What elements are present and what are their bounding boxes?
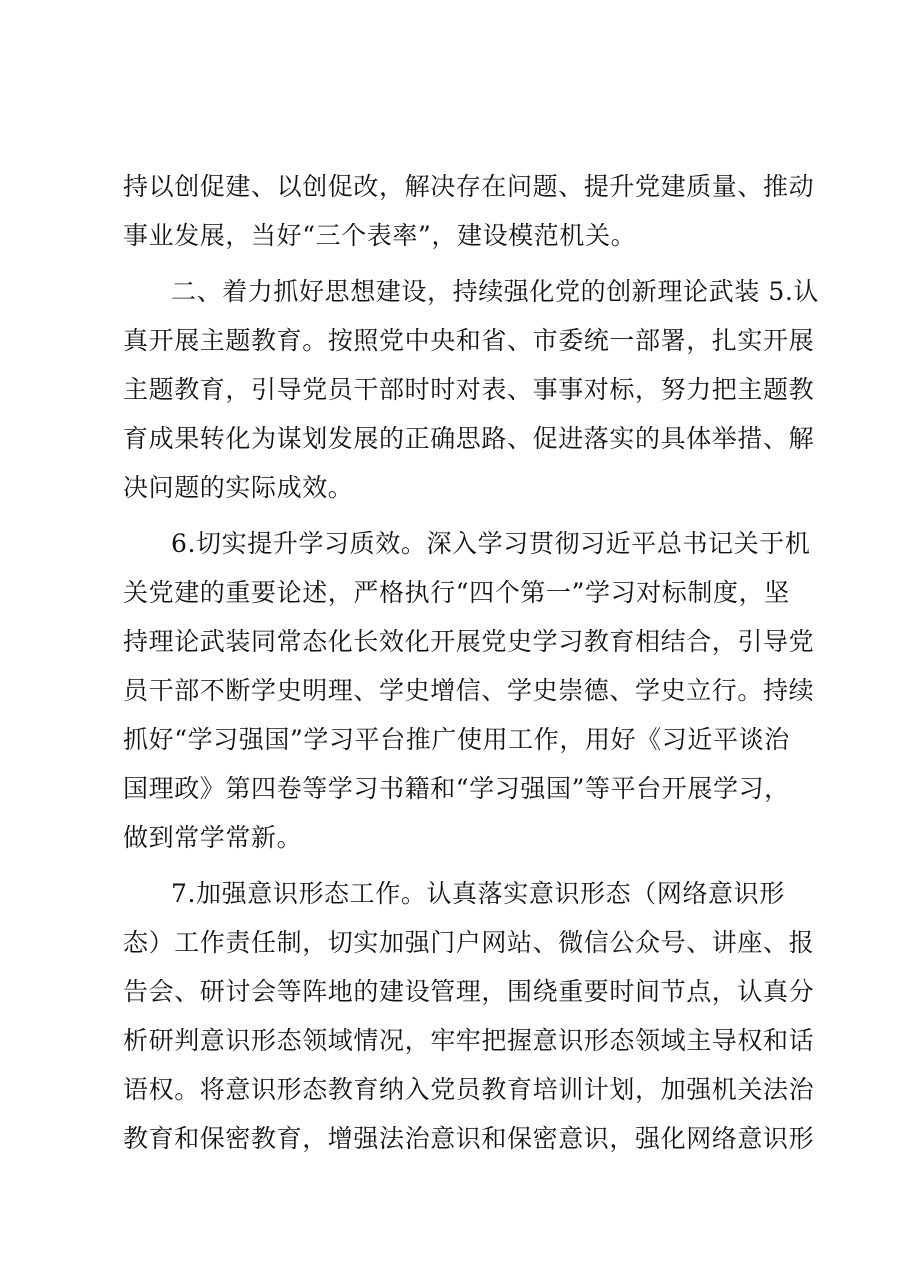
text-line: 事业发展，当好“三个表率”，建设模范机关。 (123, 221, 637, 250)
text-line: 持理论武装同常态化长效化开展党史学习教育相结合，引导党 (123, 627, 815, 656)
text-line: 析研判意识形态领域情况，牢牢把握意识形态领域主导权和话 (123, 1026, 815, 1055)
text-line: 关党建的重要论述，严格执行“四个第一”学习对标制度，坚 (123, 578, 790, 607)
text-line: 真开展主题教育。按照党中央和省、市委统一部署，扎实开展 (123, 326, 815, 355)
text-line: 决问题的实际成效。 (123, 473, 354, 502)
text-line: 做到常学常新。 (123, 823, 303, 852)
text-line: 员干部不断学史明理、学史增信、学史崇德、学史立行。持续 (123, 676, 815, 705)
text-line: 6.切实提升学习质效。深入学习贯彻习近平总书记关于机 (171, 529, 811, 558)
text-line: 7.加强意识形态工作。认真落实意识形态（网络意识形 (171, 879, 785, 908)
text-line: 育成果转化为谋划发展的正确思路、促进落实的具体举措、解 (123, 424, 815, 453)
paragraph-intro-continuation (123, 162, 815, 260)
text-line: 教育和保密教育，增强法治意识和保密意识，强化网络意识形 (123, 1124, 815, 1153)
text-line: 语权。将意识形态教育纳入党员教育培训计划，加强机关法治 (123, 1075, 815, 1104)
paragraph-thought-building (123, 267, 820, 512)
document-body (123, 162, 820, 1163)
text-line: 二、着力抓好思想建设，持续强化党的创新理论武装 5.认 (171, 277, 820, 306)
text-line: 持以创促建、以创促改，解决存在问题、提升党建质量、推动 (123, 172, 815, 201)
text-line: 态）工作责任制，切实加强门户网站、微信公众号、讲座、报 (123, 928, 815, 957)
paragraph-ideology-work (123, 869, 815, 1163)
text-line: 抓好“学习强国”学习平台推广使用工作，用好《习近平谈治 (123, 725, 790, 754)
text-line: 告会、研讨会等阵地的建设管理，围绕重要时间节点，认真分 (123, 977, 815, 1006)
text-line: 主题教育，引导党员干部时时对表、事事对标，努力把主题教 (123, 375, 815, 404)
paragraph-study-quality (123, 519, 815, 862)
text-line: 国理政》第四卷等学习书籍和“学习强国”等平台开展学习， (123, 774, 790, 803)
